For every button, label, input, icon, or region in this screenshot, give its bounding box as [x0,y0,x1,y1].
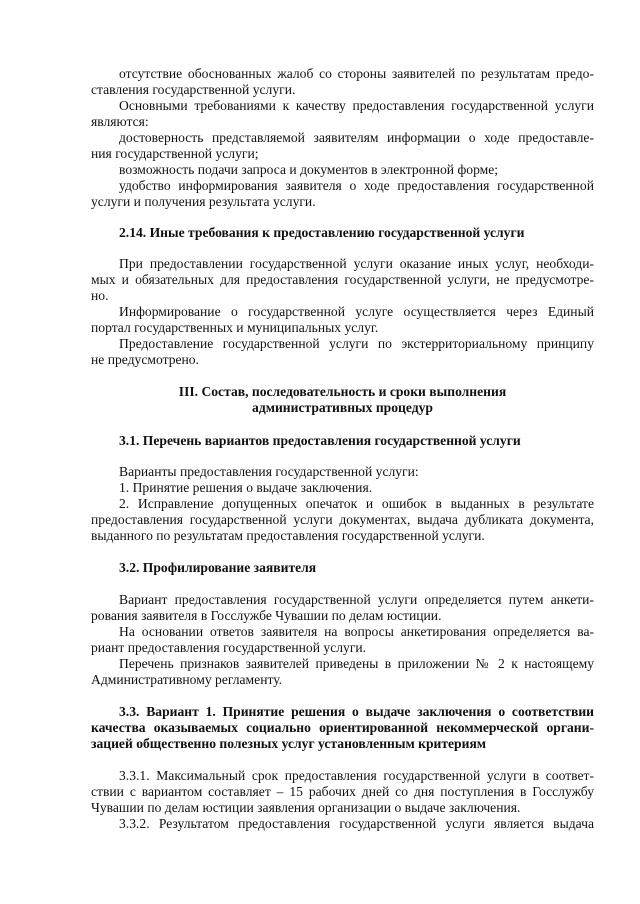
paragraph-line: 3.3.2. Результатом предоставления государственной услуги является выдача [119,816,594,831]
section-heading-3-2: 3.2. Профилирование заявителя [119,560,317,575]
paragraph-line: Варианты предоставления государственной услуги: [119,464,419,479]
list-item: 2. Исправление допущенных опечаток и ошибок в выданных в результате [119,496,594,511]
section-heading-3-3: 3.3. Вариант 1. Принятие решения о выдаче заключения о соответствии [119,704,594,719]
paragraph-line: Вариант предоставления государственной услуги определяется путем анкети- [119,592,594,607]
section-heading-3-1: 3.1. Перечень вариантов предоставления государственной услуги [119,433,521,448]
paragraph-line: ствии с вариантом составляет – 15 рабочих дней со дня поступления в Госслужбу [91,784,594,799]
paragraph-line: рования заявителя в Госслужбе Чувашии по делам юстиции. [91,608,442,623]
paragraph-line: не предусмотрено. [91,352,200,367]
paragraph-line: удобство информирования заявителя о ходе предоставления государственной [119,178,594,193]
paragraph-line: мых и обязательных для предоставления государственной услуги, не предусмотре- [91,272,594,287]
paragraph-line: возможность подачи запроса и документов в электронной форме; [119,162,499,177]
list-item: 1. Принятие решения о выдаче заключения. [119,480,373,495]
paragraph-line: Основными требованиями к качеству предоставления государственной услуги [119,98,594,113]
paragraph-line: Перечень признаков заявителей приведены в приложении № 2 к настоящему [119,656,594,671]
paragraph-line: но. [91,288,109,303]
paragraph-line: ставления государственной услуги. [91,82,296,97]
chapter-heading: административных процедур [252,400,433,415]
section-heading-2-14: 2.14. Иные требования к предоставлению государственной услуги [119,225,525,240]
paragraph-line: выданного по результатам предоставления государственной услуги. [91,528,485,543]
paragraph-line: Чувашии по делам юстиции заявления организации о выдаче заключения. [91,800,521,815]
paragraph-line: услуги и получения результата услуги. [91,194,316,209]
paragraph-line: ния государственной услуги; [91,146,259,161]
paragraph-line: Административному регламенту. [91,672,283,687]
chapter-heading: III. Состав, последовательность и сроки выполнения [178,384,507,399]
paragraph-line: При предоставлении государственной услуги оказание иных услуг, необходи- [119,256,594,271]
paragraph-line: На основании ответов заявителя на вопросы анкетирования определяется ва- [119,624,594,639]
paragraph-line: Информирование о государственной услуге осуществляется через Единый [119,304,594,319]
paragraph-line: Предоставление государственной услуги по экстерриториальному принципу [119,336,594,351]
paragraph-line: являются: [91,114,149,129]
section-heading-3-3: зацией общественно полезных услуг установленным критериям [91,736,487,751]
section-heading-3-3: качества оказываемых социально ориентированной некоммерческой органи- [91,720,594,735]
paragraph-line: 3.3.1. Максимальный срок предоставления государственной услуги в соответ- [119,768,594,783]
paragraph-line: достоверность представляемой заявителям информации о ходе предоставле- [119,130,594,145]
paragraph-line: отсутствие обоснованных жалоб со стороны заявителей по результатам предо- [119,66,594,81]
paragraph-line: портал государственных и муниципальных услуг. [91,320,379,335]
paragraph-line: предоставления государственной услуги документах, выдача дубликата документа, [91,512,594,527]
paragraph-line: риант предоставления государственной услуги. [91,640,367,655]
